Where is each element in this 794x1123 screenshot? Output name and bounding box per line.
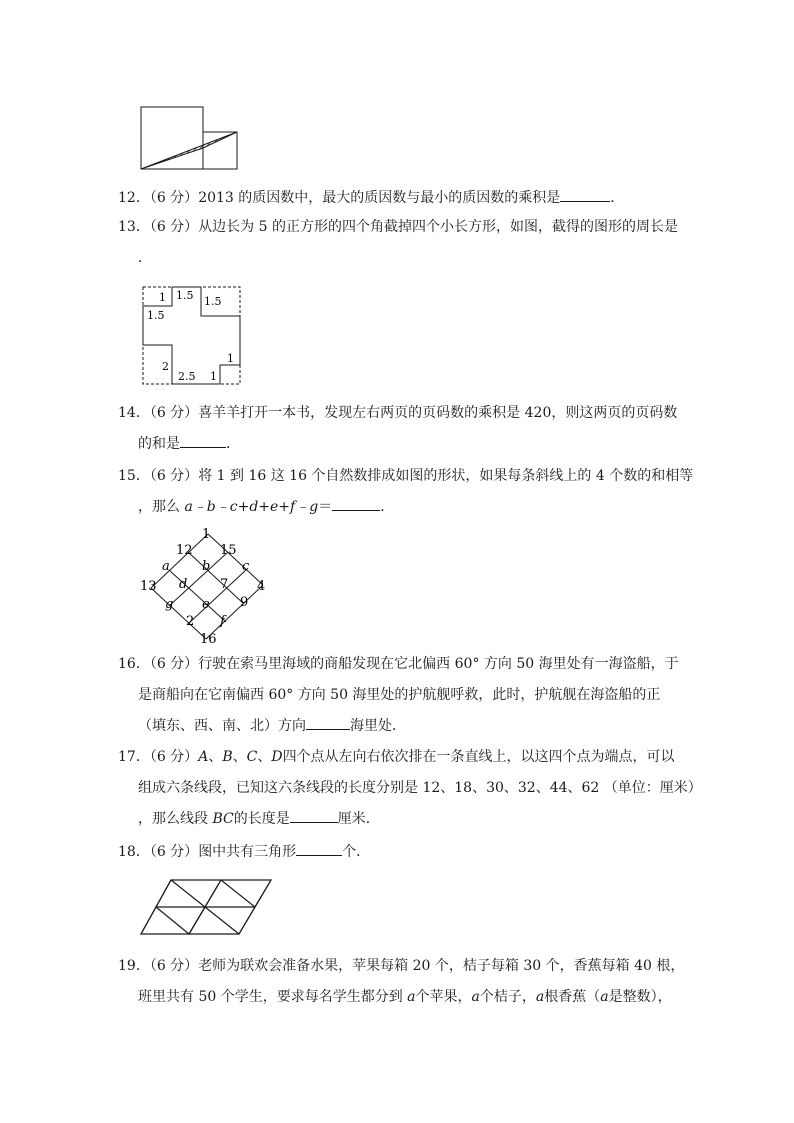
q17-sep-2: 、 bbox=[232, 749, 247, 765]
q12-score: （6 分） bbox=[149, 190, 199, 206]
question-16 bbox=[118, 649, 678, 742]
q15-equals: ＝ bbox=[318, 499, 333, 515]
q14-score: （6 分） bbox=[149, 405, 199, 421]
q19-number: 19． bbox=[118, 958, 150, 974]
q18-figure bbox=[138, 874, 276, 938]
q14-end: ． bbox=[226, 436, 240, 452]
q16-score: （6 分） bbox=[149, 656, 199, 672]
q15-num-16: 16 bbox=[200, 632, 217, 647]
q17-score: （6 分） bbox=[149, 749, 199, 765]
q19-line2-d: 根香蕉（ bbox=[544, 989, 601, 1005]
q18-number: 18． bbox=[118, 844, 150, 860]
q13-label-1-right: 1 bbox=[227, 352, 234, 365]
q16-line1: 行驶在索马里海域的商船发现在它北偏西 60° 方向 50 海里处有一海盗船，于 bbox=[198, 656, 679, 672]
q15-var-b: b bbox=[202, 559, 211, 574]
q16-line3-pre: （填东、西、南、北）方向 bbox=[138, 718, 306, 734]
q12-text: 2013 的质因数中，最大的质因数与最小的质因数的乘积是 bbox=[198, 190, 561, 206]
q17-point-c: C bbox=[246, 749, 258, 765]
q17-line3-mid: 的长度是 bbox=[233, 811, 290, 827]
q15-line2-pre: ，那么 bbox=[138, 499, 185, 515]
q18-text: 图中共有三角形 bbox=[198, 844, 297, 860]
q17-segment-bc: BC bbox=[212, 811, 234, 827]
q13-label-1.5-left: 1.5 bbox=[147, 309, 165, 322]
q13-line2: ． bbox=[138, 250, 152, 266]
q15-expression: a﹣b﹣c+d+e+f﹣g bbox=[184, 499, 319, 515]
q15-var-a: a bbox=[162, 559, 170, 574]
q17-line3-pre: ，那么线段 bbox=[138, 811, 213, 827]
question-17 bbox=[118, 742, 702, 835]
q13-label-1-bottom: 1 bbox=[210, 370, 217, 383]
q15-num-12: 12 bbox=[176, 543, 193, 558]
q15-var-g: g bbox=[165, 597, 174, 612]
q14-answer-blank[interactable] bbox=[180, 433, 226, 448]
q17-number: 17． bbox=[118, 749, 150, 765]
q15-num-7: 7 bbox=[220, 577, 229, 592]
q19-line2-a: 班里共有 50 个学生，要求每名学生都分到 bbox=[138, 989, 408, 1005]
q13-number: 13． bbox=[118, 219, 150, 235]
q16-line3-post: 海里处． bbox=[350, 718, 406, 734]
q17-sep-3: 、 bbox=[257, 749, 272, 765]
q15-num-2: 2 bbox=[186, 614, 195, 629]
q17-point-b: B bbox=[222, 749, 233, 765]
q12-end: ． bbox=[610, 190, 625, 206]
q16-line2: 是商船向在它南偏西 60° 方向 50 海里处的护航舰呼救，此时，护航舰在海盗船的正 bbox=[138, 687, 661, 703]
q15-num-15: 15 bbox=[220, 543, 237, 558]
q15-end: ． bbox=[380, 499, 395, 515]
q15-num-9: 9 bbox=[240, 595, 249, 610]
question-12 bbox=[118, 183, 678, 214]
q15-number: 15． bbox=[118, 468, 150, 484]
question-19 bbox=[118, 951, 685, 1013]
q13-label-1.5-top: 1.5 bbox=[176, 289, 194, 302]
q19-var-a-2: a bbox=[471, 989, 480, 1005]
q17-sep-1: 、 bbox=[208, 749, 223, 765]
q13-text: 从边长为 5 的正方形的四个角截掉四个小长方形，如图，截得的图形的周长是 bbox=[198, 219, 678, 235]
q17-answer-blank[interactable] bbox=[290, 808, 338, 823]
question-14 bbox=[118, 398, 678, 460]
q13-label-1.5-right: 1.5 bbox=[204, 295, 222, 308]
q18-score: （6 分） bbox=[149, 844, 199, 860]
q15-num-13: 13 bbox=[140, 579, 157, 594]
q17-line1-rest: 四个点从左向右依次排在一条直线上，以这四个点为端点，可以 bbox=[282, 749, 675, 765]
q17-point-d: D bbox=[271, 749, 283, 765]
q15-score: （6 分） bbox=[149, 468, 199, 484]
q19-var-a-4: a bbox=[600, 989, 609, 1005]
q16-answer-blank[interactable] bbox=[306, 715, 350, 730]
q14-line2: 的和是 bbox=[138, 436, 180, 452]
q19-score: （6 分） bbox=[149, 958, 199, 974]
q15-var-f: f bbox=[220, 614, 225, 629]
q15-num-4: 4 bbox=[257, 579, 266, 594]
q14-number: 14． bbox=[118, 405, 150, 421]
q15-answer-blank[interactable] bbox=[332, 496, 380, 511]
q14-text: 喜羊羊打开一本书，发现左右两页的页码数的乘积是 420，则这两页的页码数 bbox=[198, 405, 678, 421]
q19-line2-e: 是整数）， bbox=[608, 989, 672, 1005]
q12-answer-blank[interactable] bbox=[560, 187, 610, 202]
q13-label-2: 2 bbox=[162, 360, 169, 373]
q15-figure bbox=[136, 522, 276, 648]
q18-answer-blank[interactable] bbox=[296, 841, 342, 856]
q15-text: 将 1 到 16 这 16 个自然数排成如图的形状，如果每条斜线上的 4 个数的和相等 bbox=[198, 468, 694, 484]
q15-num-1: 1 bbox=[202, 527, 211, 542]
q19-line2-b: 个苹果， bbox=[415, 989, 472, 1005]
q18-end: 个． bbox=[342, 844, 371, 860]
q13-score: （6 分） bbox=[149, 219, 199, 235]
q16-number: 16． bbox=[118, 656, 150, 672]
q13-label-1-top: 1 bbox=[159, 291, 166, 304]
q19-line2-c: 个桔子， bbox=[479, 989, 536, 1005]
q15-var-c: c bbox=[242, 559, 250, 574]
question-18 bbox=[118, 837, 678, 868]
question-15 bbox=[118, 461, 694, 523]
q13-figure bbox=[140, 284, 244, 388]
q19-var-a-3: a bbox=[535, 989, 545, 1005]
q11-figure bbox=[138, 104, 242, 172]
q17-point-a: A bbox=[198, 749, 209, 765]
q15-var-d: d bbox=[179, 577, 188, 592]
q19-line1: 老师为联欢会准备水果，苹果每箱 20 个，桔子每箱 30 个，香蕉每箱 40 根， bbox=[198, 958, 685, 974]
q13-label-2.5: 2.5 bbox=[178, 370, 196, 383]
q15-var-e: e bbox=[202, 597, 210, 612]
q19-var-a-1: a bbox=[407, 989, 416, 1005]
question-13 bbox=[118, 212, 678, 274]
q17-line3-post: 厘米． bbox=[337, 811, 380, 827]
q17-line2: 组成六条线段，已知这六条线段的长度分别是 12、18、30、32、44、62 （单位：厘米） bbox=[138, 780, 702, 796]
q12-number: 12． bbox=[118, 190, 150, 206]
